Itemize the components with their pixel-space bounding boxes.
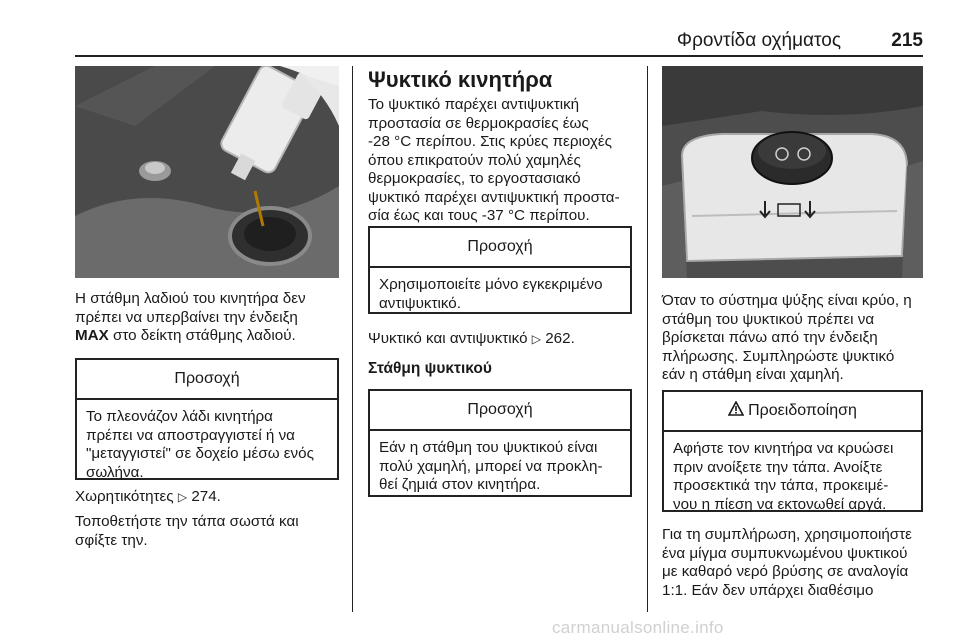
coolant-reservoir-illustration — [662, 66, 923, 278]
caution-line: θεί ζημιά στον κινητήρα. — [379, 476, 541, 493]
caution-line: "μεταγγιστεί" σε δοχείο μέσω ενός — [86, 445, 314, 462]
coolant-caption-line: βρίσκεται πάνω από την ένδειξη — [662, 329, 878, 346]
coolant-caption-line: πλήρωσης. Συμπληρώστε ψυκτικό — [662, 347, 895, 365]
coolant-level-heading: Στάθμη ψυκτικού — [368, 360, 492, 377]
caution-line: Χρησιμοποιείτε μόνο εγκεκριμένο — [379, 276, 603, 293]
caution-line: Το πλεονάζον λάδι κινητήρα — [86, 408, 273, 425]
caution-line: πρέπει να αποστραγγιστεί ή να — [86, 426, 295, 444]
intro-line: προστασία σε θερμοκρασίες έως — [368, 114, 589, 132]
max-label: MAX — [75, 327, 109, 344]
section-title: Φροντίδα οχήματος — [676, 30, 841, 51]
cap-line: Τοποθετήστε την τάπα σωστά και — [75, 513, 299, 530]
ref-arrow-icon: ▷ — [531, 332, 541, 346]
column-divider-1 — [352, 66, 353, 612]
capacity-reference[interactable] — [75, 488, 345, 507]
ref-arrow-icon: ▷ — [177, 490, 188, 504]
coolant-page-link[interactable]: 262. — [545, 330, 575, 347]
caution-body — [77, 400, 337, 482]
caution-line: πολύ χαμηλή, μπορεί να προκλη‐ — [379, 457, 603, 475]
caution-line: σωλήνα. — [86, 463, 144, 481]
coolant-level-text — [662, 292, 934, 385]
coolant-intro — [368, 96, 643, 226]
warning-body — [664, 432, 921, 514]
intro-line: σία έως και τους -37 °C περίπου. — [368, 207, 590, 224]
mixing-line: ένα μίγμα συμπυκνωμένου ψυκτικού — [662, 544, 908, 562]
caution-body — [370, 268, 630, 313]
warning-line: Αφήστε τον κινητήρα να κρυώσει — [673, 440, 894, 457]
watermark: carmanualsonline.info — [552, 618, 724, 637]
coolant-caption-line: στάθμη του ψυκτικού πρέπει να — [662, 310, 875, 328]
oil-caption-line: Η στάθμη λαδιού του κινητήρα δεν — [75, 290, 306, 307]
coolant-caption-line: εάν η στάθμη είναι χαμηλή. — [662, 366, 844, 383]
capacity-page-link[interactable]: 274. — [191, 488, 221, 505]
oil-caution-box — [75, 358, 339, 480]
capacity-label: Χωρητικότητες — [75, 488, 174, 505]
antifreeze-caution-box — [368, 226, 632, 314]
caution-title: Προσοχή — [77, 360, 337, 400]
page-header — [75, 30, 923, 52]
caution-line: Εάν η στάθμη του ψυκτικού είναι — [379, 439, 598, 456]
page-number: 215 — [891, 30, 923, 51]
oil-caption-line — [75, 327, 345, 346]
caution-body — [370, 431, 630, 495]
cap-line: σφίξτε την. — [75, 531, 148, 549]
coolant-level-caution-box — [368, 389, 632, 497]
intro-line: θερμοκρασίες, το εργοστασιακό — [368, 170, 581, 187]
warning-line: προσεκτικά την τάπα, προκειμέ‐ — [673, 477, 889, 494]
warning-line: πριν ανοίξετε την τάπα. Ανοίξτε — [673, 458, 883, 476]
mixing-text — [662, 526, 937, 600]
coolant-caption-line: Όταν το σύστημα ψύξης είναι κρύο, η — [662, 292, 912, 309]
oil-level-text — [75, 290, 345, 346]
warning-triangle-icon — [728, 401, 744, 421]
warning-title: Προειδοποίηση — [748, 402, 857, 419]
caution-title: Προσοχή — [370, 391, 630, 431]
mixing-line: Για τη συμπλήρωση, χρησιμοποιήστε — [662, 526, 912, 543]
column-divider-2 — [647, 66, 648, 612]
warning-line: νου η πίεση να εκτονωθεί αργά. — [673, 495, 887, 513]
mixing-line: με καθαρό νερό βρύσης σε αναλογία — [662, 563, 909, 580]
intro-line: -28 °C περίπου. Στις κρύες περιοχές — [368, 133, 612, 150]
intro-line: όπου επικρατούν πολύ χαμηλές — [368, 151, 581, 169]
caution-line: αντιψυκτικό. — [379, 294, 461, 312]
header-rule — [75, 55, 923, 57]
caution-title: Προσοχή — [370, 228, 630, 268]
oil-caption-line: πρέπει να υπερβαίνει την ένδειξη — [75, 308, 298, 326]
coolant-heading: Ψυκτικό κινητήρα — [368, 67, 553, 92]
oil-caption-tail: στο δείκτη στάθμης λαδιού. — [108, 327, 296, 344]
warning-title-row — [664, 392, 921, 432]
coolant-reference[interactable] — [368, 330, 643, 349]
cap-instruction — [75, 513, 345, 550]
intro-line: ψυκτικό παρέχει αντιψυκτική προστα‐ — [368, 188, 620, 206]
coolant-ref-label: Ψυκτικό και αντιψυκτικό — [368, 330, 528, 347]
oil-filling-illustration — [75, 66, 339, 278]
warning-box — [662, 390, 923, 512]
intro-line: Το ψυκτικό παρέχει αντιψυκτική — [368, 96, 580, 113]
mixing-line: 1:1. Εάν δεν υπάρχει διαθέσιμο — [662, 581, 874, 599]
